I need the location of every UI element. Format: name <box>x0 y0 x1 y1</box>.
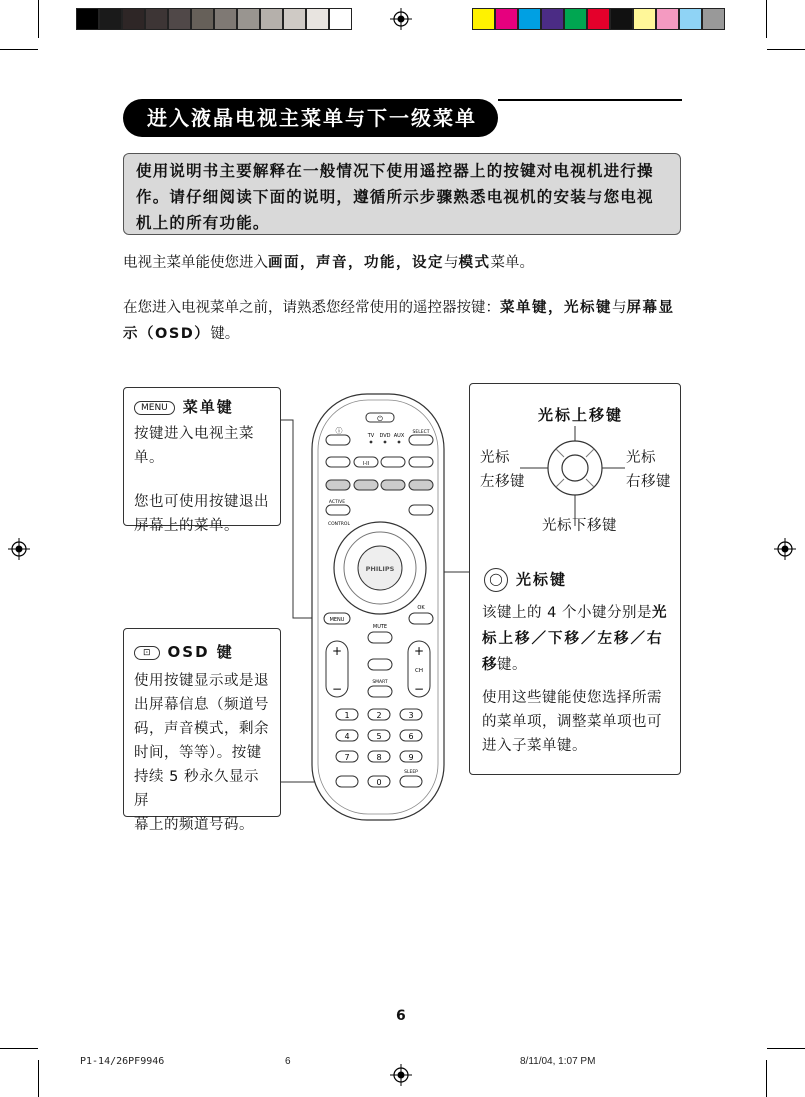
para1-bold1: 画面，声音，功能，设定 <box>268 255 444 271</box>
remote-control-label: CONTROL <box>328 522 350 527</box>
svg-text:ⓘ: ⓘ <box>335 427 343 435</box>
cursor-key-icon: ◯ <box>484 568 508 592</box>
remote-digit-8: 8 <box>376 753 382 762</box>
para2-suffix: 键。 <box>210 326 240 342</box>
cursor-usage-line: 的菜单项，调整菜单项也可 <box>482 714 662 730</box>
svg-text:⏻: ⏻ <box>377 415 383 423</box>
footer-center: 6 <box>285 1056 291 1067</box>
footer-left: P1-14/26PF9946 <box>80 1056 165 1067</box>
remote-select-label: SELECT <box>412 430 430 435</box>
cursor-left-label-b: 左移键 <box>480 474 525 490</box>
para1-bold2: 模式 <box>458 255 491 271</box>
remote-aux-label: AUX <box>393 433 405 439</box>
cursor-desc-bold2: 标上移／下移／左移／右 <box>482 631 664 647</box>
svg-text:−: − <box>413 682 425 696</box>
remote-digit-1: 1 <box>344 711 350 720</box>
remote-menu-label: MENU <box>329 617 345 623</box>
remote-mute-label: MUTE <box>372 624 388 630</box>
osd-line: 码，声音模式，剩余 <box>134 721 269 737</box>
cursor-usage-line: 进入子菜单键。 <box>482 738 587 754</box>
cursor-usage-line: 使用这些键能使您选择所需 <box>482 690 662 706</box>
para2-bold2: 屏幕显示（OSD） <box>123 300 675 342</box>
intro-note: 使用说明书主要解释在一般情况下使用遥控器上的按键对电视机进行操作。请仔细阅读下面的说明，遵循所示步骤熟悉电视机的安装与您电视机上的所有功能。 <box>123 153 681 235</box>
remote-dvd-label: DVD <box>379 433 391 439</box>
osd-key-icon: ⊡ <box>134 646 160 660</box>
cursor-key-title: 光标键 <box>516 570 568 589</box>
para1-suffix: 菜单。 <box>490 255 534 271</box>
svg-text:+: + <box>331 644 343 658</box>
cursor-right-label-a: 光标 <box>626 450 656 466</box>
menu-key-icon: MENU <box>134 401 175 415</box>
remote-digit-7: 7 <box>344 753 350 762</box>
osd-line: 使用按键显示或是退 <box>134 673 269 689</box>
cursor-right-label-b: 右移键 <box>626 474 671 490</box>
remote-active-label: ACTIVE <box>328 500 346 505</box>
para2-bold1: 菜单键，光标键 <box>500 300 612 316</box>
remote-digit-3: 3 <box>408 711 414 720</box>
remote-digit-2: 2 <box>376 711 382 720</box>
svg-text:+: + <box>413 644 425 658</box>
cursor-left-label-a: 光标 <box>480 450 510 466</box>
footer-right: 8/11/04, 1:07 PM <box>520 1056 596 1067</box>
menu-key-title: 菜单键 <box>182 398 234 416</box>
cursor-desc-suffix: 键。 <box>497 657 527 673</box>
menu-key-line1: 按键进入电视主菜单。 <box>134 426 254 466</box>
remote-brand: PHILIPS <box>365 565 395 573</box>
remote-control <box>311 393 445 821</box>
para1-mid: 与 <box>444 255 459 271</box>
osd-line: 时间，等等）。按键 <box>134 745 262 761</box>
remote-tv-label: TV <box>367 433 375 439</box>
remote-digit-0: 0 <box>376 778 382 787</box>
remote-ok-label: OK <box>417 605 425 611</box>
remote-digit-4: 4 <box>344 732 350 741</box>
para2-prefix: 在您进入电视菜单之前，请熟悉您经常使用的遥控器按键： <box>123 300 500 316</box>
osd-line: 出屏幕信息（频道号 <box>134 697 269 713</box>
menu-key-line3: 屏幕上的菜单。 <box>134 518 239 534</box>
cursor-down-label: 光标下移键 <box>542 518 617 534</box>
osd-line: 持续 5 秒永久显示屏 <box>134 769 259 809</box>
remote-digit-6: 6 <box>408 732 414 741</box>
osd-key-title: OSD 键 <box>167 643 234 661</box>
remote-ihd-label: I-II <box>362 461 370 467</box>
para2-mid: 与 <box>612 300 627 316</box>
svg-text:−: − <box>331 682 343 696</box>
cursor-desc-prefix: 该键上的 4 个小键分别是 <box>482 605 652 621</box>
remote-digit-9: 9 <box>408 753 414 762</box>
cursor-desc-bold1: 光 <box>651 605 667 621</box>
cursor-desc-bold3: 移 <box>482 657 497 673</box>
remote-digit-5: 5 <box>376 732 382 741</box>
page-title: 进入液晶电视主菜单与下一级菜单 <box>123 99 498 137</box>
para1-prefix: 电视主菜单能使您进入 <box>123 255 268 271</box>
menu-key-line2: 您也可使用按键退出 <box>134 494 269 510</box>
remote-smart-label: SMART <box>372 680 388 685</box>
cursor-up-label: 光标上移键 <box>538 406 624 424</box>
osd-line: 幕上的频道号码。 <box>134 817 254 833</box>
remote-sleep-label: SLEEP <box>404 770 418 775</box>
remote-ch-label: CH <box>415 668 423 674</box>
page-number: 6 <box>396 1008 406 1024</box>
